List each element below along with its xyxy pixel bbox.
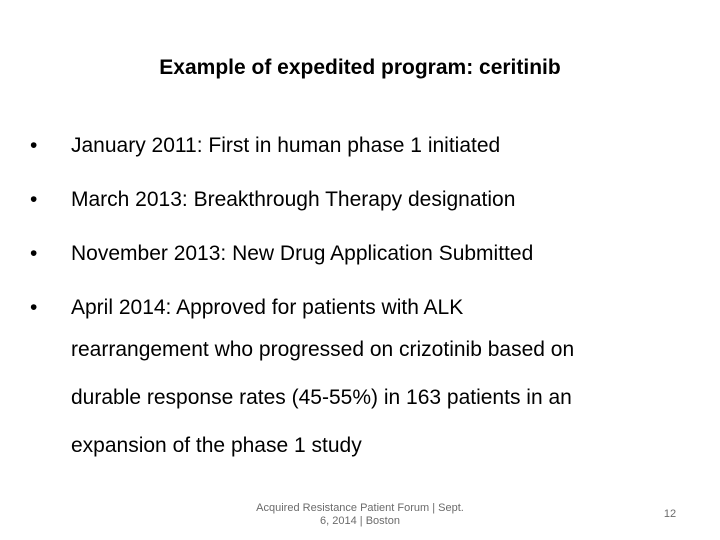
footer-line: Acquired Resistance Patient Forum | Sept. (256, 502, 464, 514)
bullet-list (30, 128, 690, 488)
bullet-text: April 2014: Approved for patients with ALK (71, 296, 464, 319)
bullet-marker: • (30, 134, 38, 157)
bullet-text: November 2013: New Drug Application Submitted (71, 242, 534, 265)
bullet-item-nda-submitted (30, 236, 690, 272)
footer-text (240, 502, 480, 528)
bullet-text: March 2013: Breakthrough Therapy designation (71, 188, 516, 211)
bullet-text-continuation: expansion of the phase 1 study (71, 434, 362, 457)
page-number: 12 (663, 508, 677, 520)
slide-title: Example of expedited program: ceritinib (159, 56, 561, 79)
footer-line: 6, 2014 | Boston (320, 515, 400, 527)
bullet-text: January 2011: First in human phase 1 initiated (71, 134, 501, 157)
bullet-item-first-in-human (30, 128, 690, 164)
bullet-item-breakthrough-designation (30, 182, 690, 218)
bullet-marker: • (30, 242, 38, 265)
bullet-text-continuation: durable response rates (45-55%) in 163 patients in an (71, 386, 572, 409)
bullet-text-continuation: rearrangement who progressed on crizotinib based on (71, 338, 575, 361)
bullet-marker: • (30, 188, 38, 211)
bullet-marker: • (30, 296, 38, 319)
bullet-item-approval (30, 290, 690, 470)
